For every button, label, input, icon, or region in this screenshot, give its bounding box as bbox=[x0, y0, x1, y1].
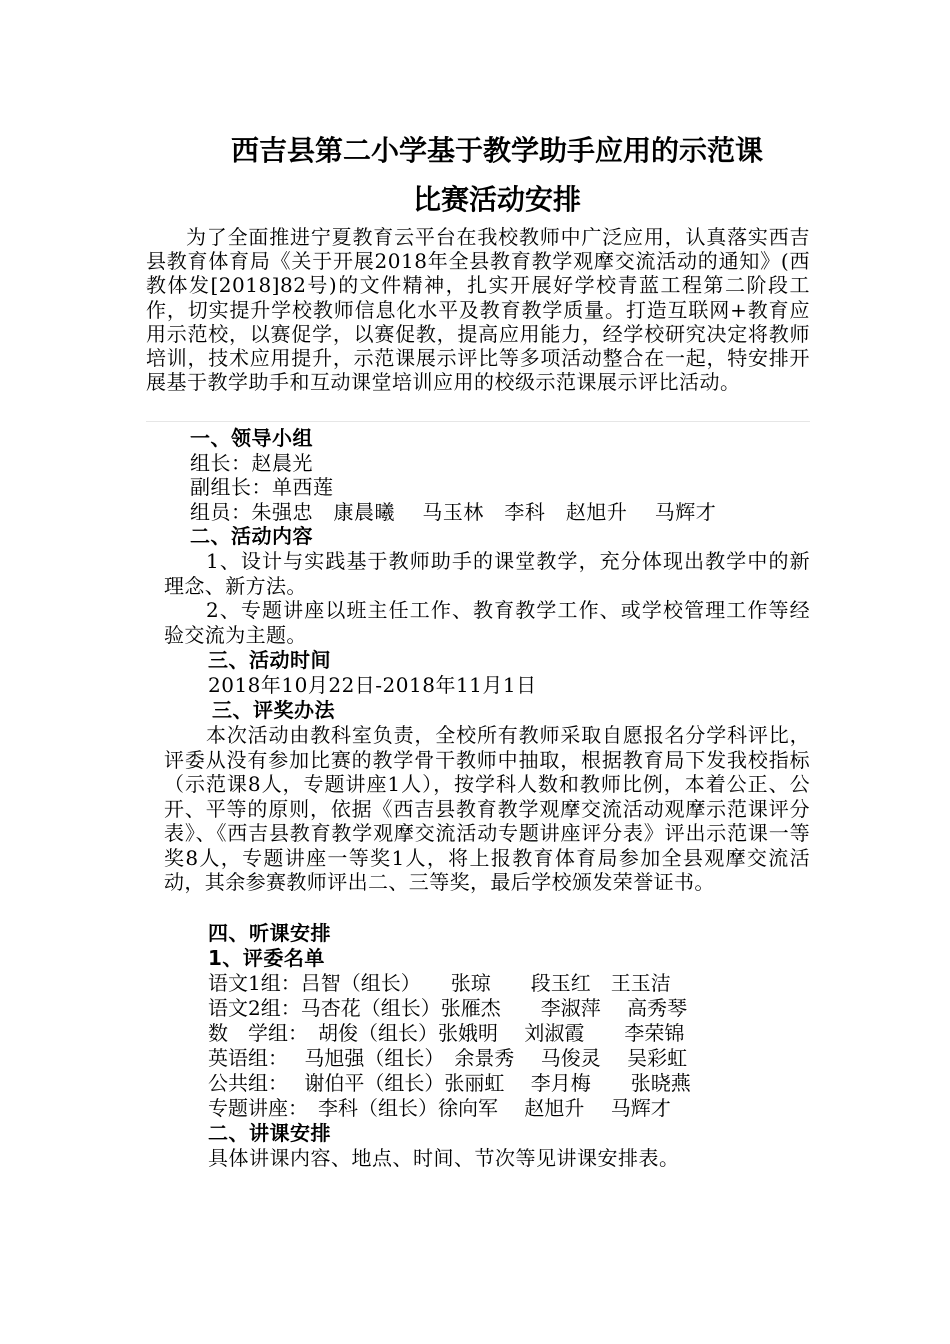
intro-paragraph: 为了全面推进宁夏教育云平台在我校教师中广泛应用，认真落实西吉县教育体育局《关于开展2018年全县教育教学观摩交流活动的通知》(西教体发[2018]82号)的文件精神，扎实开展好学校青蓝工程第二阶段工作，切实提升学校教师信息化水平及教育教学质量。打造互联网+教育应用示范校，以赛促学，以赛促教，提高应用能力，经学校研究决定将教师培训，技术应用提升，示范课展示评比等多项活动整合在一起，特安排开展基于教学助手和互动课堂培训应用的校级示范课展示评比活动。 bbox=[146, 225, 810, 395]
members-line: 组员：朱强忠 康晨曦 马玉林 李科 赵旭升 马辉才 bbox=[190, 500, 717, 524]
content-item-2: 2、专题讲座以班主任工作、教育教学工作、或学校管理工作等经验交流为主题。 bbox=[164, 598, 810, 647]
judge-group-public: 公共组： 谢伯平（组长）张丽虹 李月梅 张晓燕 bbox=[208, 1071, 691, 1095]
section-heading-award: 三、评奖办法 bbox=[212, 698, 335, 722]
judge-group-chinese-2: 语文2组：马杏花（组长）张雁杰 李淑萍 高秀琴 bbox=[208, 996, 688, 1020]
judges-subheading: 1、评委名单 bbox=[208, 946, 325, 970]
activity-date: 2018年10月22日-2018年11月1日 bbox=[208, 673, 537, 697]
judge-group-math: 数 学组： 胡俊（组长）张娥明 刘淑霞 李荣锦 bbox=[208, 1021, 685, 1045]
section-heading-content: 二、活动内容 bbox=[190, 524, 313, 548]
judge-group-lecture: 专题讲座： 李科（组长）徐向军 赵旭升 马辉才 bbox=[208, 1096, 671, 1120]
judge-group-chinese-1: 语文1组：吕智（组长） 张琼 段玉红 王玉洁 bbox=[208, 971, 671, 995]
judge-group-english: 英语组： 马旭强（组长） 余景秀 马俊灵 吴彩虹 bbox=[208, 1046, 688, 1070]
section-heading-lecture-arrangement: 二、讲课安排 bbox=[208, 1121, 331, 1145]
document-title-line1: 西吉县第二小学基于教学助手应用的示范课 bbox=[230, 134, 763, 167]
leader-line: 组长：赵晨光 bbox=[190, 451, 313, 475]
divider bbox=[146, 421, 810, 422]
section-heading-time: 三、活动时间 bbox=[208, 648, 331, 672]
section-heading-leadership: 一、领导小组 bbox=[190, 426, 313, 450]
award-method-paragraph: 本次活动由教科室负责，全校所有教师采取自愿报名分学科评比，评委从没有参加比赛的教学骨干教师中抽取，根据教育局下发我校指标（示范课8人，专题讲座1人），按学科人数和教师比例，本着公正、公开、平等的原则，依据《西吉县教育教学观摩交流活动观摩示范课评分表》、《西吉县教育教学观摩交流活动专题讲座评分表》评出示范课一等奖8人，专题讲座一等奖1人，将上报教育体育局参加全县观摩交流活动，其余参赛教师评出二、三等奖，最后学校颁发荣誉证书。 bbox=[164, 723, 810, 894]
lecture-arrangement-text: 具体讲课内容、地点、时间、节次等见讲课安排表。 bbox=[208, 1146, 680, 1170]
section-heading-observation: 四、听课安排 bbox=[208, 921, 331, 945]
deputy-leader-line: 副组长：单西莲 bbox=[190, 475, 334, 499]
content-item-1: 1、设计与实践基于教师助手的课堂教学，充分体现出教学中的新理念、新方法。 bbox=[164, 549, 810, 598]
document-title-line2: 比赛活动安排 bbox=[412, 183, 581, 216]
